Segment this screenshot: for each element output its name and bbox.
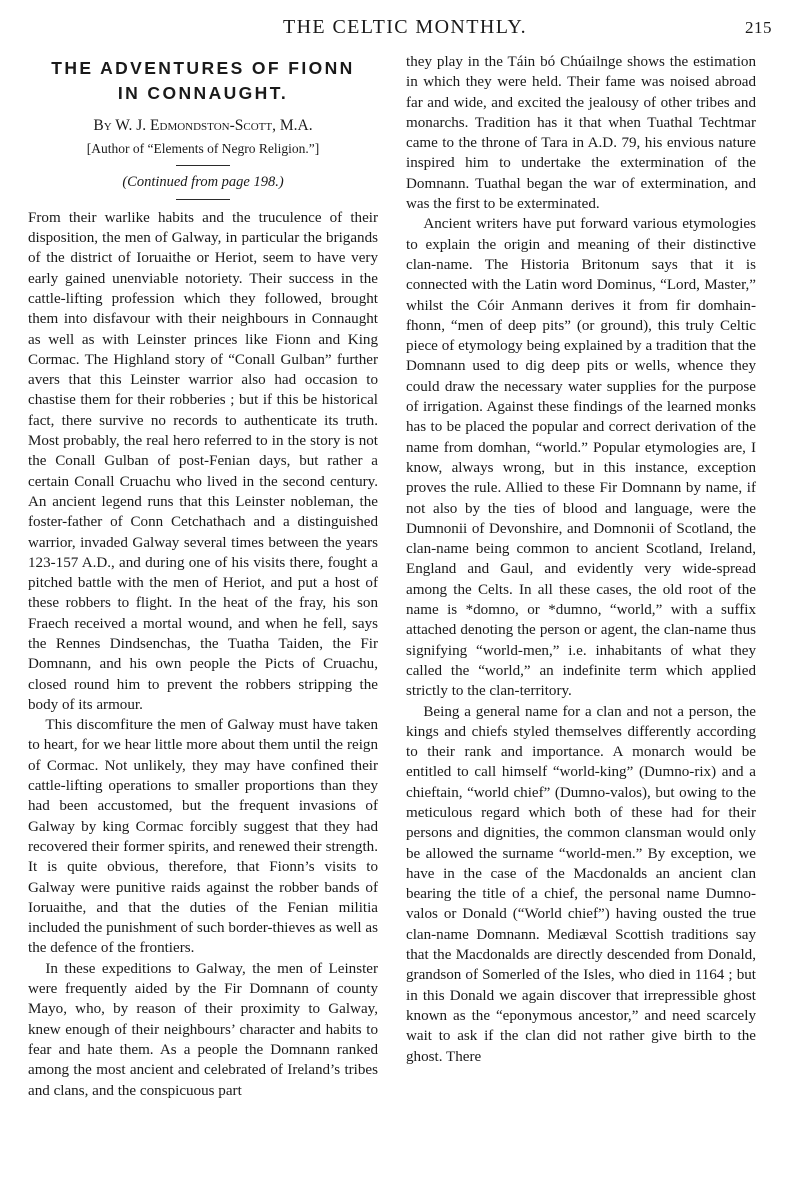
right-column bbox=[406, 52, 756, 1101]
article-title-line-1: THE ADVENTURES OF FIONN bbox=[51, 58, 355, 78]
article-title bbox=[28, 56, 378, 107]
left-column bbox=[28, 52, 378, 1101]
divider-rule-bottom bbox=[176, 199, 230, 200]
two-column-layout bbox=[28, 52, 772, 1101]
paragraph: they play in the Táin bó Chúailnge shows the estimation in which they were held. Their fame was noised abroad far and wide, and excited the jealousy of other tribes and monarchs. Tradition has it that when Tuathal Techtmar came to the throne of Tara in A.D. 79, his envious nature inspired him to undertake the extermination of the Domnann. Tuathal began the war of extermination, and was the first to be exterminated. bbox=[406, 54, 756, 213]
paragraph: In these expeditions to Galway, the men of Leinster were frequently aided by the Fir Domnann of county Mayo, who, by reason of their proximity to Galway, knew enough of their neighbours’ character and habits to fear and hate them. As a people the Domnann ranked among the most ancient and celebrated of Ireland’s tribes and clans, and the conspicuous part bbox=[28, 960, 378, 1099]
paragraph: Ancient writers have put forward various etymologies to explain the origin and meaning of their distinctive clan-name. The Historia Britonum says that it is connected with the Latin word Dominus, “Lord, Master,” whilst the Cóir Anmann derives it from fir domhain-fhonn, “men of deep pits” (or ground), this truly Celtic piece of etymology being explained by a tradition that the Domnann used to dig deep pits or wells, whence they could draw the necessary water supplies for the purpose of irrigation. Against these findings of the learned monks has to be placed the popular and correct derivation of the name from domhan, “world.” Popular etymologies are, I know, always wrong, but in this instance, exception proves the rule. Allied to these Fir Domnann by name, if not also by the ties of blood and language, were the Dumnonii of Devonshire, and Domnonii of Scotland, the clan-name being common to ancient Scotland, Ireland, England and Gaul, and evidently very wide-spread among the Celts. In all these cases, the old root of the name is *domno, or *dumno, “world,” with a suffix attached denoting the person or agent, the clan-name thus signifying “world-men,” i.e. inhabitants of what they called the “world,” an indefinite term which applied strictly to the clan-territory. bbox=[406, 216, 756, 700]
article-byline: By W. J. Edmondston-Scott, M.A. bbox=[93, 116, 313, 134]
continued-note: (Continued from page 198.) bbox=[122, 173, 284, 190]
divider-rule-top bbox=[176, 165, 230, 166]
article-title-line-2: IN CONNAUGHT. bbox=[117, 83, 289, 104]
paragraph: This discomfiture the men of Galway must have taken to heart, for we hear little more about them until the reign of Cormac. Not unlikely, they may have confined their cattle-lifting operations to smaller proportions than they had been accustomed, but the frequent invasions of Galway by king Cormac forcibly suggest that they had recovered their former spirits, and renewed their strength. It is quite obvious, therefore, that Fionn’s visits to Galway were punitive raids against the robber bands of Ioruaithe, and that the duties of the Fenian militia included the punishment of such border-thieves as well as the defence of the frontiers. bbox=[28, 717, 378, 957]
running-head bbox=[28, 16, 772, 46]
paragraph: From their warlike habits and the truculence of their disposition, the men of Galway, in particular the brigands of the district of Ioruaithe or Heriot, seem to have very early gained unenviable notoriety. Their success in the cattle-lifting profession which they followed, brought them into disfavour with their neighbours in Connaught as well as with Leinster princes like Fionn and King Cormac. The Highland story of “Conall Gulban” further avers that this Leinster warrior also had occasion to chastise them for their robberies ; but if this be historical fact, there survive no records to authenticate its truth. Most probably, the real hero referred to in the story is not the Conall Gulban of post-Fenian days, but rather a certain Conall Cruachu who lived in the second century. An ancient legend runs that this Leinster nobleman, the foster-father of Conn Cetchathach and a distinguished warrior, invaded Galway several times between the years 123-157 A.D., and during one of his visits there, fought a pitched battle with the men of Heriot, and put a host of these robbers to flight. In the heat of the fray, his son Fraech received a mortal wound, and when he fell, says the Rennes Dindsenchas, the Tuatha Taiden, the Fir Domnann, and his own people the Picts of Cruachu, closed round him to prevent the robbers stripping the body of its armour. bbox=[28, 209, 378, 713]
paragraph: Being a general name for a clan and not a person, the kings and chiefs styled themselves differently according to their rank and importance. A monarch would be entitled to call himself “world-king” (Dumno-rix) and a chieftain, “world chief” (Dumno-valos), but owing to the meticulous regard which both of these had for their persons and dignities, the common clansman would only be allowed the surname “world-men.” By exception, we have in the case of the Macdonalds an ancient clan bearing the title of a chief, the personal name Dumno-valos or Donald (“World chief”) having ousted the true clan-name Domnann. Mediæval Scottish traditions say that the Macdonalds are directly descended from Donald, grandson of Somerled of the Isles, who died in 1164 ; but in this Donald we again discover that irrepressible ghost known as the “eponymous ancestor,” and need scarcely wait to ask if the clan did not rather give birth to the ghost. There bbox=[406, 703, 756, 1065]
running-head-title: THE CELTIC MONTHLY. bbox=[282, 16, 528, 38]
page-number: 215 bbox=[745, 18, 772, 37]
author-note: [Author of “Elements of Negro Religion.”] bbox=[86, 140, 320, 156]
